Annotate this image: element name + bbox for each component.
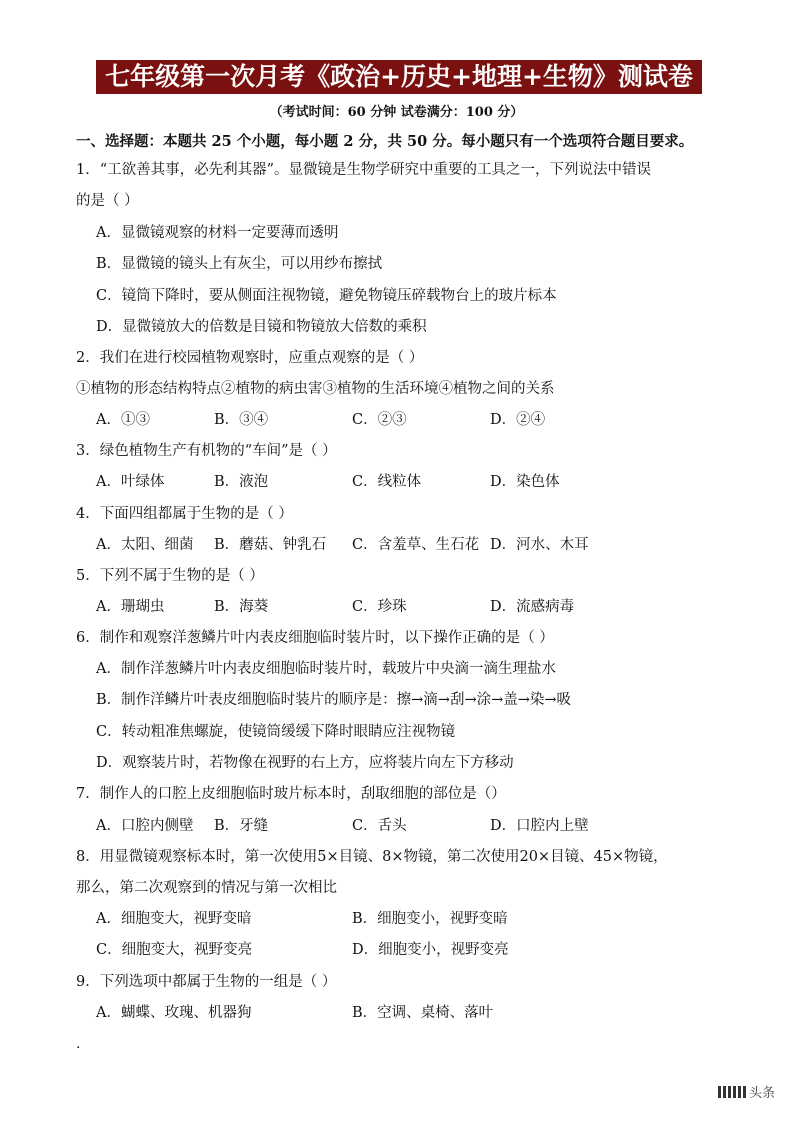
question-6-option-c: C．转动粗准焦螺旋，使镜筒缓缓下降时眼睛应注视物镜 [96,724,456,740]
question-7-stem: 7．制作人的口腔上皮细胞临时玻片标本时，刮取细胞的部位是（） [76,786,506,802]
question-4-option-d: D．河水、木耳 [490,537,589,553]
question-2-option-b: B．③④ [214,412,269,428]
question-6-option-d: D．观察装片时，若物像在视野的右上方，应将装片向左下方移动 [96,755,514,771]
question-3-option-b: B．液泡 [214,474,269,490]
question-7-option-d: D．口腔内上壁 [490,818,589,834]
question-3-option-d: D．染色体 [490,474,560,490]
question-1-option-a: A．显微镜观察的材料一定要薄而透明 [96,225,339,241]
question-7-option-c: C．舌头 [352,818,407,834]
question-4-stem: 4．下面四组都属于生物的是（ ） [76,506,293,522]
question-9-option-b: B．空调、桌椅、落叶 [352,1005,494,1021]
question-2-option-a: A．①③ [96,412,150,428]
question-5-option-d: D．流感病毒 [490,599,575,615]
question-6-option-b: B．制作洋鳞片叶表皮细胞临时装片的顺序是：擦→滴→刮→涂→盖→染→吸 [96,692,572,708]
question-8-stem-line2: 那么，第二次观察到的情况与第一次相比 [76,880,337,896]
question-4-option-b: B．蘑菇、钟乳石 [214,537,327,553]
question-5-option-b: B．海葵 [214,599,269,615]
trailing-mark: . [76,1036,81,1052]
question-1-option-b: B．显微镜的镜头上有灰尘，可以用纱布擦拭 [96,256,383,272]
question-9-stem: 9．下列选项中都属于生物的一组是（ ） [76,974,337,990]
watermark-text: 头条 [748,1086,775,1101]
question-6-option-a: A．制作洋葱鳞片叶内表皮细胞临时装片时，载玻片中央滴一滴生理盐水 [96,661,556,677]
exam-title: 七年级第一次月考《政治+历史+地理+生物》测试卷 [96,60,702,94]
question-7-option-b: B．牙缝 [214,818,269,834]
question-1-option-d: D．显微镜放大的倍数是目镜和物镜放大倍数的乘积 [96,319,427,335]
question-2-option-d: D．②④ [490,412,546,428]
question-5-option-c: C．珍珠 [352,599,407,615]
question-5-stem: 5．下列不属于生物的是（ ） [76,568,264,584]
question-8-option-a: A．细胞变大，视野变暗 [96,911,252,927]
question-9-option-a: A．蝴蝶、玫瑰、机器狗 [96,1005,252,1021]
question-2-info: ①植物的形态结构特点②植物的病虫害③植物的生活环境④植物之间的关系 [76,381,555,397]
question-7-option-a: A．口腔内侧壁 [96,818,194,834]
question-2-option-c: C．②③ [352,412,407,428]
section-heading: 一、选择题：本题共 25 个小题，每小题 2 分，共 50 分。每小题只有一个选项符合题目要求。 [76,133,694,150]
question-4-option-a: A．太阳、细菌 [96,537,194,553]
exam-subtitle: （考试时间：60 分钟 试卷满分：100 分） [269,105,524,120]
platform-watermark [718,1082,775,1101]
question-3-option-c: C．线粒体 [352,474,422,490]
question-1-stem-line2: 的是（ ） [76,193,139,209]
question-8-option-c: C．细胞变大，视野变亮 [96,942,253,958]
question-8-option-b: B．细胞变小，视野变暗 [352,911,508,927]
question-5-option-a: A．珊瑚虫 [96,599,165,615]
question-2-stem: 2．我们在进行校园植物观察时，应重点观察的是（ ） [76,350,424,366]
question-8-stem-line1: 8．用显微镜观察标本时，第一次使用5×目镜、8×物镜，第二次使用20×目镜、45×物镜， [76,849,668,865]
question-1-stem-line1: 1．“工欲善其事，必先利其器”。显微镜是生物学研究中重要的工具之一，下列说法中错误 [76,162,652,178]
question-4-option-c: C．含羞草、生石花 [352,537,480,553]
question-6-stem: 6．制作和观察洋葱鳞片叶内表皮细胞临时装片时，以下操作正确的是（ ） [76,630,554,646]
question-1-option-c: C．镜筒下降时，要从侧面注视物镜，避免物镜压碎载物台上的玻片标本 [96,288,557,304]
watermark-logo-icon [718,1086,746,1098]
question-3-option-a: A．叶绿体 [96,474,165,490]
question-8-option-d: D．细胞变小，视野变亮 [352,942,509,958]
question-3-stem: 3．绿色植物生产有机物的“车间”是（ ） [76,443,337,459]
